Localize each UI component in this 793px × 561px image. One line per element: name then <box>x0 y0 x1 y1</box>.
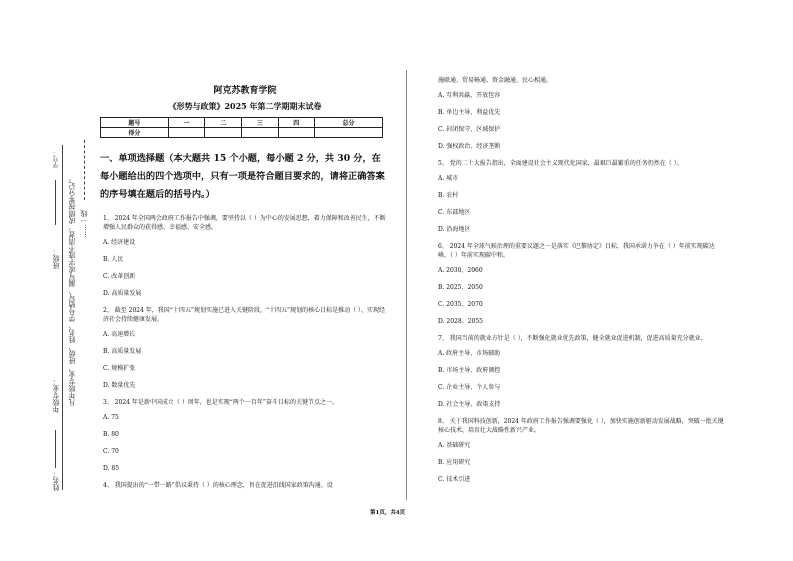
question <box>438 417 724 484</box>
question-option: B. 农村 <box>438 192 459 199</box>
class-label: 班级： <box>52 248 60 269</box>
question-option: A. 75 <box>103 414 119 421</box>
cut-line-label: ……一线 <box>80 210 88 238</box>
score-cell[interactable] <box>278 128 315 138</box>
question-option: D. 强权政治、经济垄断 <box>438 143 501 150</box>
question-stem: 1、 2024 年全国两会政府工作报告中强调，要坚持以（ ）为中心的发展思想，着力保障和改善民生，不断增强人民群众的获得感、幸福感、安全感。 <box>103 215 386 231</box>
page-footer: 第1页，共4页 <box>370 510 406 516</box>
question-option: C. 封闭保守、区域保护 <box>438 126 501 133</box>
question-option: C. 规模扩张 <box>103 365 136 372</box>
question-stem: 7、 我国当前的就业方针是（ ），不断强化就业优先政策，健全就业促进机制，促进高质量充分就业。 <box>438 335 707 342</box>
school-name: 阿克苏教育学院 <box>213 86 277 96</box>
question-stem: 6、 2024 年全球气候治理的重要议题之一是落实《巴黎协定》目标，我国承诺力争在（ ）年前实现碳达峰，（ ）年前实现碳中和。 <box>438 243 715 259</box>
question-option: A. 经济建设 <box>103 239 136 246</box>
score-cell[interactable] <box>205 128 242 138</box>
question-option: D. 85 <box>103 465 120 472</box>
id-underline <box>55 180 56 225</box>
question-option: C. 70 <box>103 448 119 455</box>
question-stem: 施联通、贸易畅通、资金融通、民心相通。 <box>438 77 553 84</box>
question-option: C. 改革创新 <box>103 273 136 280</box>
score-cell[interactable] <box>168 128 205 138</box>
question-option: D. 高质量发展 <box>103 290 142 297</box>
cut-line <box>84 140 85 200</box>
question-option: A. 2030、2060 <box>438 267 483 274</box>
question-option: B. 80 <box>103 431 119 438</box>
exam-title: 《形势与政策》2025 年第二学期期末试卷 <box>168 101 322 111</box>
id-label: 学号： <box>53 150 60 168</box>
question-option: A. 高速增长 <box>103 331 136 338</box>
question-option: D. 2028、2055 <box>438 318 483 325</box>
column-divider <box>406 70 407 500</box>
question-option: A. 互利共赢、开放包容 <box>438 92 501 99</box>
question-option: C. 东部地区 <box>438 209 471 216</box>
question <box>438 242 724 326</box>
question-option: C. 2035、2070 <box>438 301 483 308</box>
question <box>103 214 386 298</box>
question-option: B. 人民 <box>103 256 124 263</box>
question <box>438 334 724 409</box>
question <box>103 481 386 490</box>
question-option: D. 沿海地区 <box>438 226 471 233</box>
score-table-score-row <box>101 128 383 138</box>
question-option: B. 单边主导、利益优先 <box>438 109 501 116</box>
score-cell[interactable] <box>241 128 278 138</box>
question-stem: 4、 我国提出的“一带一路”倡议秉持（ ）的核心理念，旨在促进沿线国家政策沟通、设 <box>103 482 333 489</box>
section-heading: 一、单项选择题（本大题共 15 个小题，每小题 2 分，共 30 分，在每小题给出的四个选项中，只有一项是符合题目要求的，请将正确答案的序号填在题后的括号内。） <box>100 153 385 200</box>
question <box>438 76 724 151</box>
score-cell: 一 <box>168 118 205 128</box>
name-underline <box>55 430 56 468</box>
question <box>103 306 386 390</box>
question-stem: 2、 截至 2024 年，我国“十四五”规划实施已进入关键阶段，“十四五”规划的核心目标是推动（ ），实现经济社会持续健康发展。 <box>103 307 385 323</box>
question-option: A. 政府主导、市场辅助 <box>438 350 501 357</box>
score-cell[interactable] <box>315 128 383 138</box>
question-stem: 8、 关于我国科技创新，2024 年政府工作报告强调要强化（ ），加快实施创新驱动发展战略，突破一批关键核心技术，培育壮大战略性新兴产业。 <box>438 418 724 434</box>
question <box>103 398 386 473</box>
question <box>438 159 724 234</box>
question-option: C. 企业主导、个人参与 <box>438 384 501 391</box>
right-question-column <box>438 76 724 492</box>
left-question-column <box>103 214 386 496</box>
question-option: A. 城市 <box>438 175 459 182</box>
score-table-header-row <box>101 118 383 128</box>
question-option: B. 市场主导、政府调控 <box>438 367 501 374</box>
question-stem: 5、 党的二十大报告指出，全面建设社会主义现代化国家，最艰巨最繁重的任务仍然在（ ）。 <box>438 160 683 167</box>
binding-notice: 凡年级专业、班级、姓名、学号错写、漏写或字迹不清者，成绩按零分记。 <box>68 175 76 406</box>
score-cell: 四 <box>278 118 315 128</box>
score-cell: 二 <box>205 118 242 128</box>
score-cell: 三 <box>241 118 278 128</box>
score-table <box>100 117 383 138</box>
question-option: B. 应用研究 <box>438 459 471 466</box>
question-option: A. 基础研究 <box>438 442 471 449</box>
question-option: D. 社会主导、政策支持 <box>438 401 501 408</box>
binding-line <box>62 145 63 490</box>
score-cell: 总分 <box>315 118 383 128</box>
score-cell: 题号 <box>101 118 169 128</box>
question-stem: 3、 2024 年是新中国成立（ ）周年，也是实现“两个一百年”奋斗目标的关键节点之一。 <box>103 399 338 406</box>
question-option: D. 数量优先 <box>103 382 136 389</box>
question-option: B. 2025、2050 <box>438 284 483 291</box>
name-label: 姓名： <box>52 470 60 491</box>
question-option: C. 技术引进 <box>438 476 471 483</box>
question-option: B. 高质量发展 <box>103 348 142 355</box>
grade-label: 年级专业： <box>52 378 60 413</box>
score-cell: 得分 <box>101 128 169 138</box>
